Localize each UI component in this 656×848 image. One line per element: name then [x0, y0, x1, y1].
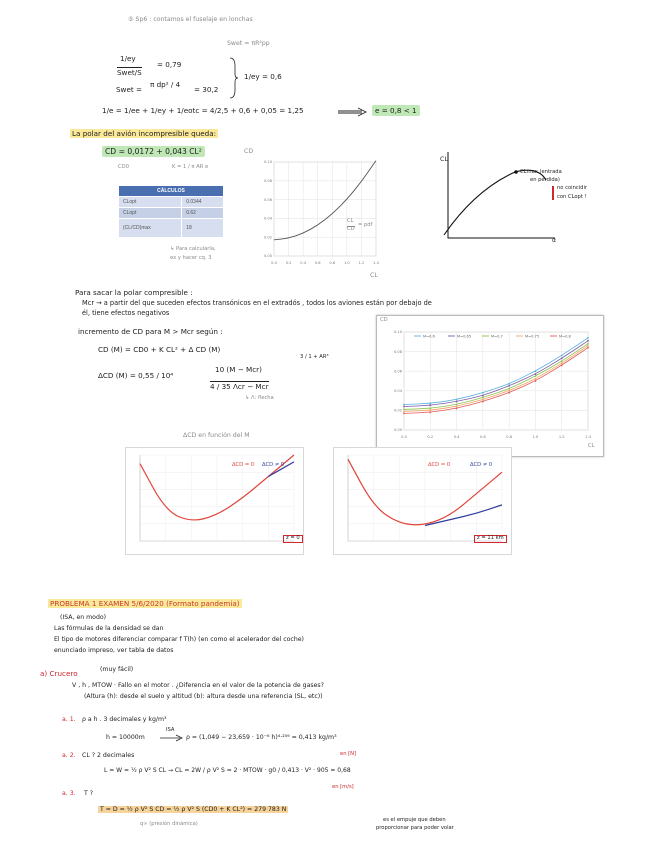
data-point [482, 397, 484, 399]
left-curve-nonzero: ΔCD ≠ 0 [262, 462, 285, 468]
data-point [508, 388, 510, 390]
data-point [429, 411, 431, 413]
curves-title: ΔCD en función del M [183, 432, 250, 439]
ism-line: (ISA, en modo) [60, 614, 107, 621]
mcr-line-2: él, tiene efectos negativos [82, 309, 170, 317]
data-point [482, 395, 484, 397]
x-tick-label: 1.2 [558, 435, 565, 439]
y-tick-label: 0.06 [263, 197, 272, 202]
legend-label: M=0.75 [525, 334, 540, 339]
x-tick-label: 1.4 [585, 435, 591, 439]
table-row: (CL/CD)max 18 [119, 219, 224, 238]
y-tick-label: 0.10 [263, 160, 272, 165]
data-point [508, 385, 510, 387]
ratio-label-den: CD [347, 226, 355, 232]
eq-brace-result: 1/ey = 0,6 [244, 72, 282, 81]
compressible-title: Para sacar la polar compresible : [75, 288, 193, 297]
polar-chart-ylabel: CD [244, 148, 254, 155]
data-point [535, 380, 537, 382]
increase-line: incremento de CD para M > Mcr según : [78, 327, 223, 336]
x-tick-label: 0.2 [285, 261, 292, 265]
arrow-icon [160, 735, 184, 741]
left-z: z = 0 [283, 535, 303, 543]
data-point [561, 358, 563, 360]
y-tick-label: 0.02 [393, 408, 402, 413]
a1-eq-left: h = 10000m [106, 734, 145, 741]
polar-chart [262, 158, 380, 266]
legend-label: M=0.8 [559, 334, 571, 339]
a1-eq-right: ρ = (1,049 − 23,659 · 10⁻⁶ h)⁴·²⁵⁹ = 0,413 kg/m³ [186, 734, 337, 741]
y-tick-label: 0.02 [263, 235, 272, 240]
x-tick-label: 1.0 [343, 261, 350, 265]
right-curve-nonzero: ΔCD ≠ 0 [470, 462, 493, 468]
a-line-1: V , h , MTOW · Fallo en el motor . ¿Diferencia en el valor de la potencia de gases? [72, 682, 324, 689]
calc-table-header: CÁLCULOS [119, 186, 224, 197]
compressible-chart-ylabel: CD [380, 317, 388, 323]
bottom-line-3: enunciado impreso, ver tabla de datos [54, 647, 174, 654]
a2-annot-2: en [m/s] [332, 784, 354, 790]
x-tick-label: 0.8 [506, 435, 513, 439]
x-tick-label: 0.6 [479, 435, 486, 439]
table-row: CLopt 0.62 [119, 208, 224, 219]
x-tick-label: 1.2 [358, 261, 365, 265]
a3-label: a. 3. [62, 790, 76, 797]
x-tick-label: 0.4 [300, 261, 307, 265]
a2-eq: L = W = ½ ρ V² S CL → CL = 2W / ρ V² S = 2 · MTOW · g0 / 0,413 · V² · 905 = 0,68 [104, 767, 351, 774]
a2-text: CL ? 2 decimales [82, 752, 135, 759]
data-point [587, 347, 589, 349]
a1-eq-arrow: ISA [166, 727, 175, 733]
eq-delta-note: ↳ Λ: flecha [245, 395, 274, 401]
eq-delta-left: ΔCD (M) = 0,55 / 10⁴ [98, 371, 174, 380]
sketch-note-1: CLmax (entrada [520, 169, 562, 175]
calc-table [118, 185, 224, 238]
eq-delta-den: 4 / 35 Λcr − Mcr [210, 382, 269, 391]
x-tick-label: 0.6 [314, 261, 321, 265]
eq-ratio-left: 1/ey [120, 54, 136, 63]
sketch-axis-x: α [552, 237, 557, 244]
a3-note-1: es el empuje que deben [383, 817, 446, 823]
legend-label: M=0.6 [423, 334, 435, 339]
right-curve-zero: ΔCD = 0 [428, 462, 451, 468]
data-point [403, 406, 405, 408]
data-point [535, 378, 537, 380]
brace-icon [228, 58, 238, 98]
x-tick-label: 0.0 [271, 261, 277, 265]
a3-note-2: proporcionar para poder volar [376, 825, 454, 831]
table-row: CLopt 0.0344 [119, 197, 224, 208]
data-point [403, 409, 405, 411]
data-point [482, 392, 484, 394]
polar-title: La polar del avión incompresible queda: [72, 129, 217, 138]
a1-text: ρ a h . 3 decimales y kg/m³ [82, 716, 167, 723]
data-point [535, 370, 537, 372]
eq-delta-exp: 3 / 1 + AR³ [300, 354, 329, 360]
eq-ratio-val: = 0,79 [157, 60, 182, 69]
a2-label: a. 2. [62, 752, 76, 759]
ratio-label-num: CL [347, 218, 354, 224]
eq-swet-val: = 30,2 [194, 85, 219, 94]
a1-label: a. 1. [62, 716, 76, 723]
bottom-line-2: El tipo de motores diferenciar comparar f T(h) (en como el acelerador del coche) [54, 636, 304, 643]
y-tick-label: 0.04 [393, 389, 402, 393]
data-point [508, 383, 510, 385]
data-point [403, 412, 405, 414]
data-point [456, 399, 458, 401]
data-point [561, 355, 563, 357]
data-point [561, 362, 563, 364]
plot-area [274, 162, 376, 256]
data-point [456, 401, 458, 403]
calc-note-2: ex y hacer cq. 3 [170, 255, 212, 261]
data-point [403, 410, 405, 412]
data-point [456, 404, 458, 406]
compressible-chart [392, 328, 592, 440]
x-tick-label: 0.0 [401, 435, 407, 439]
arrow-icon [338, 108, 368, 116]
sketch-axis-y: CL [440, 156, 448, 163]
data-point [403, 404, 405, 406]
a-line-2: (Altura (h): desde el suelo y altitud (b): altura desde una referencia (SL, etc)) [84, 693, 323, 700]
left-curve-zero: ΔCD = 0 [232, 462, 255, 468]
mcr-line-1: Mcr → a partir del que suceden efectos transónicos en el extradós , todos los aviones están por debajo de [82, 299, 432, 307]
right-z: z = 11 km [474, 535, 507, 543]
data-point [508, 390, 510, 392]
y-tick-label: 0.06 [393, 369, 402, 374]
data-point [429, 405, 431, 407]
plot-area [404, 332, 588, 430]
bottom-line-1: Las fórmulas de la densidad se dan [54, 625, 164, 632]
problem-title: PROBLEMA 1 EXAMEN 5/6/2020 (Formato pandemia) [50, 599, 240, 608]
eq-cd-m: CD (M) = CD0 + K CL² + Δ CD (M) [98, 345, 221, 354]
data-point [456, 406, 458, 408]
data-point [587, 337, 589, 339]
data-point [535, 373, 537, 375]
x-tick-label: 0.4 [453, 435, 460, 439]
a3-sub: q∞ (presión dinámica) [140, 821, 198, 827]
data-point [429, 403, 431, 405]
data-point [587, 345, 589, 347]
polar-eq: CD = 0,0172 + 0,043 CL² [102, 146, 205, 157]
red-mark-icon [552, 186, 555, 204]
eq-swet-frac: π dp² / 4 [150, 80, 181, 89]
x-tick-label: 1.0 [532, 435, 539, 439]
y-tick-label: 0.00 [263, 254, 272, 259]
a-label: a) Crucero [40, 669, 78, 678]
data-point [587, 340, 589, 342]
sketch-note-4: con CLopt ! [557, 194, 587, 200]
polar-k: K = 1 / π AR e [172, 164, 209, 170]
polar-cd0: CD0 [118, 164, 129, 170]
data-point [456, 408, 458, 410]
header-note: ⑤ Sp6 : contamos el fuselaje en lonchas [128, 16, 253, 23]
y-tick-label: 0.10 [393, 330, 402, 335]
swet-formula: Swet = πR²pp [227, 40, 270, 47]
x-tick-label: 1.4 [373, 261, 379, 265]
data-point [508, 392, 510, 394]
legend-label: M=0.7 [491, 334, 503, 339]
y-tick-label: 0.00 [393, 428, 402, 433]
eq-swet-left: Swet = [116, 85, 142, 94]
a3-eq: T = D = ½ ρ V² S CD = ½ ρ V² S (CD0 + K CL²) = 279 783 N [100, 806, 287, 813]
x-tick-label: 0.8 [329, 261, 336, 265]
y-tick-label: 0.08 [393, 349, 402, 354]
data-point [587, 343, 589, 345]
legend-label: M=0.65 [457, 334, 472, 339]
a2-annot: en [N] [340, 751, 357, 757]
data-point [535, 375, 537, 377]
y-tick-label: 0.04 [263, 216, 272, 221]
a-sub: (muy fácil) [100, 666, 134, 673]
cl-alpha-sketch [440, 150, 560, 245]
data-point [482, 399, 484, 401]
data-point [482, 401, 484, 403]
data-point [429, 408, 431, 410]
series-line [425, 505, 502, 526]
eq-ratio-mid: Swet/S [117, 68, 142, 77]
a3-text: T ? [84, 790, 94, 797]
data-point [561, 364, 563, 366]
data-point [429, 410, 431, 412]
eq-e-sum: 1/e = 1/ee + 1/ey + 1/eotc = 4/2,5 + 0,6 + 0,05 = 1,25 [102, 106, 304, 115]
ratio-label-suffix: = pdf [358, 222, 373, 228]
y-tick-label: 0.08 [263, 179, 272, 183]
data-point [561, 361, 563, 363]
calc-note-1: ↳ Para calcularla, [170, 246, 216, 252]
polar-chart-xlabel: CL [370, 272, 378, 279]
x-tick-label: 0.2 [427, 435, 434, 439]
eq-delta-num: 10 (M − Mcr) [215, 365, 262, 374]
eq-e-result: e = 0,8 < 1 [372, 105, 420, 116]
compressible-chart-xlabel: CL [588, 443, 595, 449]
sketch-note-3: no coincidir [557, 185, 588, 191]
sketch-note-2: en pérdida) [530, 177, 560, 183]
